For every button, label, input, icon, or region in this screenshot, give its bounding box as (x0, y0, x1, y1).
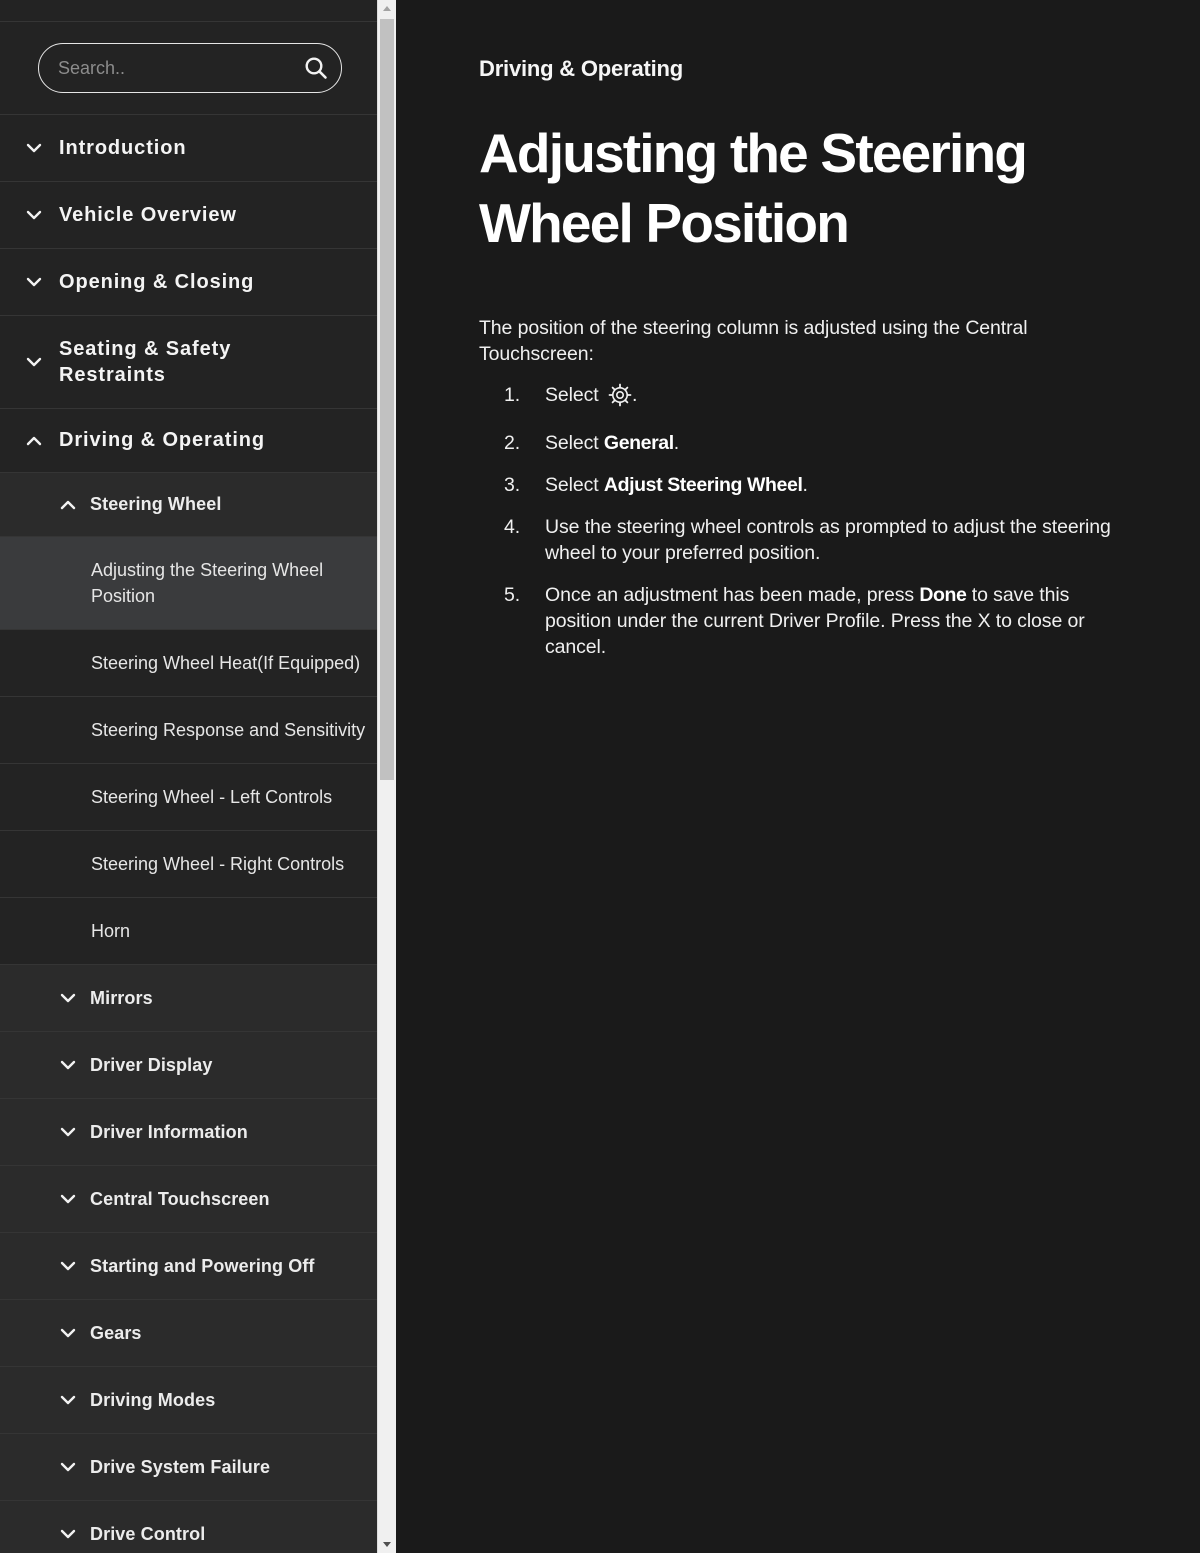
step-text-pre: Select (545, 432, 604, 454)
chevron-down-icon (24, 138, 44, 158)
nav-section-seating-safety[interactable] (0, 316, 377, 409)
sidebar-top-strip (0, 0, 377, 22)
nav-section-label: Vehicle Overview (59, 203, 237, 226)
chevron-up-icon (58, 495, 78, 515)
search-box[interactable] (38, 43, 342, 93)
nav-subsection-label: Central Touchscreen (90, 1188, 270, 1209)
sidebar (0, 0, 377, 1553)
nav-page-label: Steering Wheel - Left Controls (91, 787, 333, 807)
nav-page-label: Steering Wheel - Right Controls (91, 854, 345, 874)
nav-subsection-steering-wheel[interactable] (0, 473, 377, 537)
chevron-down-icon (24, 205, 44, 225)
step-number: 1. (504, 384, 521, 406)
nav-subsection-drive-control[interactable] (0, 1501, 377, 1553)
settings-gear-icon (608, 383, 632, 414)
list-item (479, 514, 1139, 566)
chevron-down-icon (58, 988, 78, 1008)
step-text-post: to save this position under the current Driver Profile. Press the X to close or cancel. (545, 584, 1085, 658)
scrollbar-thumb[interactable] (380, 19, 394, 780)
nav-section-label: Seating & Safety Restraints (59, 338, 232, 386)
nav-page-left-controls[interactable] (0, 764, 377, 831)
nav-subsection-label: Starting and Powering Off (90, 1255, 315, 1276)
nav-subsection-label: Driving Modes (90, 1389, 216, 1410)
chevron-down-icon (58, 1457, 78, 1477)
list-item (479, 382, 1139, 414)
step-text-post: . (631, 384, 638, 406)
nav-subsection-driver-display[interactable] (0, 1032, 377, 1099)
nav-subsection-mirrors[interactable] (0, 965, 377, 1032)
nav-subsection-label: Steering Wheel (90, 494, 222, 514)
nav-subsection-label: Driver Display (90, 1054, 213, 1075)
nav-subsection-starting-powering-off[interactable] (0, 1233, 377, 1300)
chevron-down-icon (24, 352, 44, 372)
nav-subsection-label: Driver Information (90, 1121, 248, 1142)
nav-section-label: Introduction (59, 136, 187, 159)
step-number: 3. (504, 474, 521, 496)
nav-section-driving-operating[interactable] (0, 409, 377, 473)
nav-subsection-driving-modes[interactable] (0, 1367, 377, 1434)
chevron-down-icon (58, 1524, 78, 1544)
intro-paragraph: The position of the steering column is adjusted using the Central Touchscreen: (479, 317, 1028, 365)
nav-page-label: Adjusting the Steering Wheel Position (91, 560, 324, 606)
step-text (545, 472, 1130, 498)
scroll-up-arrow-icon[interactable] (378, 0, 396, 17)
search-area (0, 22, 377, 115)
nav-section-introduction[interactable] (0, 115, 377, 182)
nav-page-label: Horn (91, 921, 131, 941)
step-number: 4. (504, 516, 521, 538)
search-icon[interactable] (303, 55, 329, 81)
step-text-post: . (802, 474, 808, 496)
nav-page-horn[interactable] (0, 898, 377, 965)
list-item (479, 472, 1139, 498)
nav-page-right-controls[interactable] (0, 831, 377, 898)
nav-subsection-label: Drive Control (90, 1523, 206, 1544)
chevron-down-icon (58, 1055, 78, 1075)
list-item (479, 430, 1139, 456)
nav-subsection-drive-system-failure[interactable] (0, 1434, 377, 1501)
nav-subsection-driver-information[interactable] (0, 1099, 377, 1166)
step-text-pre: Select (545, 474, 604, 496)
list-item (479, 582, 1139, 660)
nav-section-label: Driving & Operating (59, 429, 266, 451)
step-text (545, 430, 1130, 456)
chevron-down-icon (58, 1390, 78, 1410)
chevron-down-icon (58, 1189, 78, 1209)
nav-page-steering-response[interactable] (0, 697, 377, 764)
nav-subsection-label: Drive System Failure (90, 1456, 271, 1477)
chevron-down-icon (24, 272, 44, 292)
chevron-down-icon (58, 1323, 78, 1343)
search-input[interactable] (58, 58, 303, 79)
nav-subsection-central-touchscreen[interactable] (0, 1166, 377, 1233)
nav-page-adjusting-steering-wheel-position[interactable] (0, 537, 377, 630)
nav-section-opening-closing[interactable] (0, 249, 377, 316)
step-text-post: . (673, 432, 680, 454)
steps-list (479, 382, 1139, 676)
chevron-down-icon (58, 1256, 78, 1276)
step-number: 5. (504, 584, 521, 606)
main-content (396, 0, 1200, 1553)
nav-section-label: Opening & Closing (59, 270, 255, 293)
step-text-bold: Adjust Steering Wheel (603, 474, 803, 496)
chevron-down-icon (58, 1122, 78, 1142)
nav-subsection-gears[interactable] (0, 1300, 377, 1367)
step-text-pre: Select (545, 384, 599, 406)
chevron-up-icon (24, 431, 44, 451)
nav-page-label: Steering Wheel Heat(If Equipped) (91, 653, 361, 673)
step-text-pre: Once an adjustment has been made, press (545, 584, 920, 606)
page-title: Adjusting the Steering Wheel Position (479, 122, 1027, 254)
step-number: 2. (504, 432, 521, 454)
nav-section-vehicle-overview[interactable] (0, 182, 377, 249)
step-text: Use the steering wheel controls as prompted to adjust the steering wheel to your preferred position. (545, 516, 1111, 564)
step-text-bold: General (603, 432, 674, 454)
step-text (545, 382, 1130, 414)
nav-page-steering-wheel-heat[interactable] (0, 630, 377, 697)
sidebar-scrollbar[interactable] (377, 0, 396, 1553)
step-text (545, 582, 1130, 660)
step-text-bold: Done (919, 584, 967, 606)
nav-subsection-label: Gears (90, 1322, 142, 1343)
nav-subsection-label: Mirrors (90, 987, 153, 1008)
nav-page-label: Steering Response and Sensitivity (91, 720, 366, 740)
scroll-down-arrow-icon[interactable] (378, 1536, 396, 1553)
breadcrumb[interactable]: Driving & Operating (479, 56, 683, 81)
